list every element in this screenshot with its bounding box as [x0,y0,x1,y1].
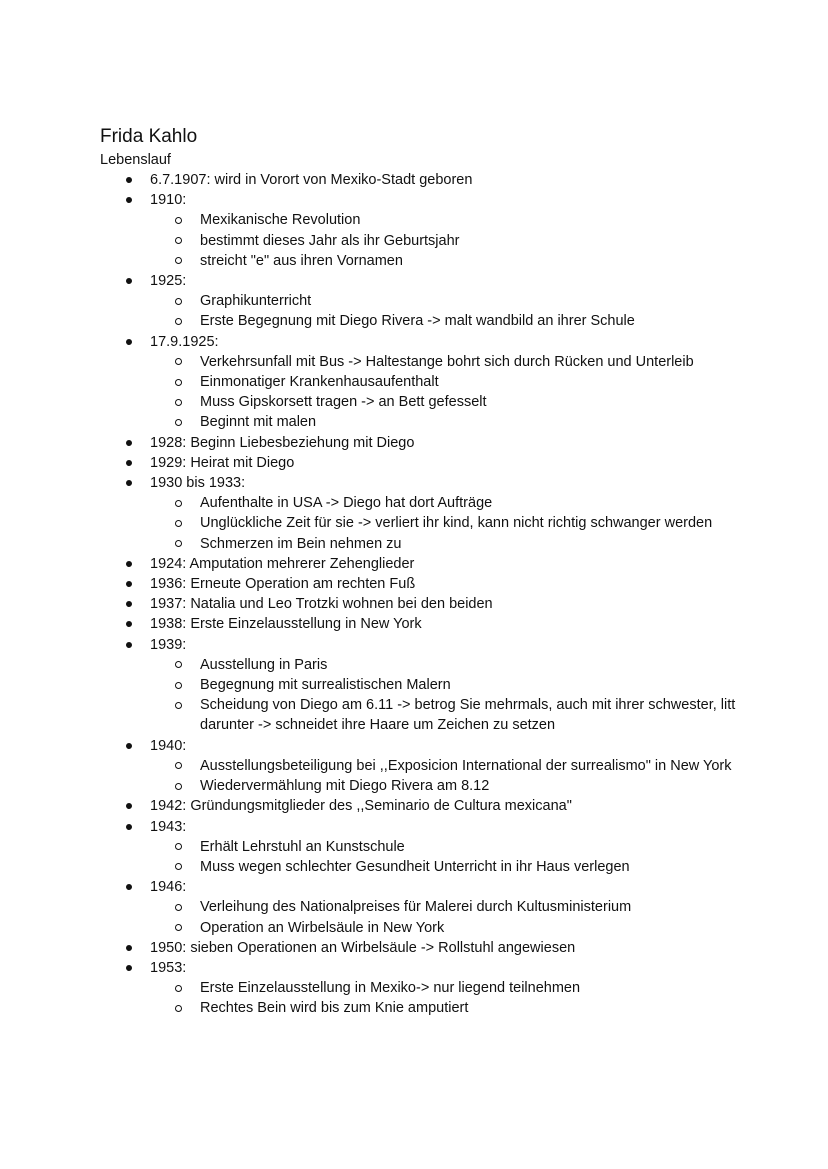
sub-item-text: Operation an Wirbelsäule in New York [200,919,445,936]
sub-item-text: Begegnung mit surrealistischen Malern [200,677,451,694]
bullet-dot-icon [126,460,132,466]
sub-item [150,231,740,251]
sub-item-text: Schmerzen im Bein nehmen zu [200,535,402,552]
bullet-circle-icon [175,358,182,365]
document-subtitle: Lebenslauf [100,152,171,168]
bullet-dot-icon [126,642,132,648]
sub-item-text: Erste Einzelausstellung in Mexiko-> nur liegend teilnehmen [200,980,581,997]
sub-item-text: Erste Begegnung mit Diego Rivera -> malt wandbild an ihrer Schule [200,313,635,330]
bullet-dot-icon [126,339,132,345]
timeline-item [100,453,740,473]
bullet-dot-icon [126,177,132,183]
bullet-dot-icon [126,945,132,951]
bullet-circle-icon [175,863,182,870]
timeline-item [100,817,740,878]
sub-item [150,918,740,938]
sub-item [150,534,740,554]
sub-item-text: Ausstellungsbeteiligung bei ,,Exposicion International der surrealismo" in New York [200,757,732,774]
bullet-circle-icon [175,661,182,668]
sub-item-text: Graphikunterricht [200,293,312,310]
sub-list [150,837,740,877]
sub-item-text: Scheidung von Diego am 6.11 -> betrog Sie mehrmals, auch mit ihrer schwester, litt darunter -> schneidet ihre Haare um Zeichen zu setzen [200,697,736,734]
sub-item [150,392,740,412]
sub-item-text: bestimmt dieses Jahr als ihr Geburtsjahr [200,232,460,249]
bullet-circle-icon [175,540,182,547]
bullet-circle-icon [175,318,182,325]
sub-item [150,210,740,230]
sub-item-text: Aufenthalte in USA -> Diego hat dort Aufträge [200,495,493,512]
timeline-item-text: 1936: Erneute Operation am rechten Fuß [150,576,416,593]
sub-item-text: Muss wegen schlechter Gesundheit Unterricht in ihr Haus verlegen [200,858,630,875]
sub-item-text: Erhält Lehrstuhl an Kunstschule [200,838,405,855]
timeline-item-text: 1943: [150,818,187,835]
timeline-item [100,554,740,574]
bullet-circle-icon [175,520,182,527]
sub-list [150,352,740,433]
timeline-item-text: 1937: Natalia und Leo Trotzki wohnen bei den beiden [150,596,493,613]
sub-item-text: Einmonatiger Krankenhausaufenthalt [200,374,439,391]
sub-item [150,857,740,877]
timeline-item [100,271,740,332]
timeline-item-text: 1953: [150,959,187,976]
sub-list [150,291,740,331]
sub-item [150,291,740,311]
bullet-circle-icon [175,379,182,386]
sub-item [150,513,740,533]
timeline-item [100,473,740,554]
bullet-circle-icon [175,702,182,709]
bullet-dot-icon [126,803,132,809]
timeline-item [100,574,740,594]
sub-list [150,493,740,554]
document-title: Frida Kahlo [100,126,198,147]
sub-list [150,978,740,1018]
sub-list [150,210,740,271]
sub-item [150,372,740,392]
bullet-circle-icon [175,904,182,911]
timeline-item-text: 1940: [150,737,187,754]
timeline-item-text: 1910: [150,192,187,209]
sub-item [150,251,740,271]
bullet-dot-icon [126,197,132,203]
sub-item [150,998,740,1018]
bullet-dot-icon [126,581,132,587]
bullet-circle-icon [175,682,182,689]
bullet-circle-icon [175,1005,182,1012]
sub-item [150,311,740,331]
bullet-circle-icon [175,985,182,992]
bullet-dot-icon [126,621,132,627]
bullet-dot-icon [126,278,132,284]
timeline-item [100,736,740,797]
bullet-circle-icon [175,762,182,769]
timeline-item-text: 1929: Heirat mit Diego [150,454,295,471]
sub-item-text: Unglückliche Zeit für sie -> verliert ihr kind, kann nicht richtig schwanger werden [200,515,713,532]
timeline-item-text: 6.7.1907: wird in Vorort von Mexiko-Stadt geboren [150,172,473,188]
bullet-circle-icon [175,843,182,850]
timeline-item [100,433,740,453]
timeline-item-text: 1928: Beginn Liebesbeziehung mit Diego [150,434,415,451]
bullet-circle-icon [175,783,182,790]
sub-item [150,655,740,675]
sub-item [150,756,740,776]
document-page [100,124,740,1019]
timeline-item-text: 1938: Erste Einzelausstellung in New York [150,616,422,633]
bullet-dot-icon [126,440,132,446]
bullet-circle-icon [175,237,182,244]
sub-item-text: Mexikanische Revolution [200,212,361,229]
timeline-item [100,938,740,958]
timeline-item [100,877,740,938]
timeline-item-text: 1925: [150,273,187,290]
timeline-item [100,796,740,816]
sub-item [150,695,740,735]
sub-item [150,897,740,917]
timeline-item [100,614,740,634]
sub-item [150,776,740,796]
bullet-dot-icon [126,965,132,971]
sub-item [150,493,740,513]
bullet-circle-icon [175,500,182,507]
bullet-dot-icon [126,601,132,607]
timeline-item-text: 1950: sieben Operationen an Wirbelsäule -> Rollstuhl angewiesen [150,939,576,956]
bullet-circle-icon [175,257,182,264]
bullet-circle-icon [175,399,182,406]
bullet-dot-icon [126,480,132,486]
timeline-item-text: 1930 bis 1933: [150,475,246,492]
bullet-dot-icon [126,743,132,749]
sub-list [150,897,740,937]
bullet-circle-icon [175,217,182,224]
sub-item [150,352,740,372]
sub-item-text: Verkehrsunfall mit Bus -> Haltestange bohrt sich durch Rücken und Unterleib [200,353,694,370]
bullet-dot-icon [126,561,132,567]
sub-item [150,412,740,432]
timeline-item-text: 17.9.1925: [150,333,219,350]
bullet-dot-icon [126,824,132,830]
timeline-item [100,190,740,271]
sub-item [150,837,740,857]
timeline-item-text: 1924: Amputation mehrerer Zehenglieder [150,555,415,572]
sub-item-text: Beginnt mit malen [200,414,317,431]
timeline-item [100,958,740,1019]
sub-list [150,756,740,796]
bullet-circle-icon [175,924,182,931]
timeline-item [100,635,740,736]
sub-item-text: Muss Gipskorsett tragen -> an Bett gefesselt [200,394,487,411]
sub-item-text: Wiedervermählung mit Diego Rivera am 8.12 [200,778,490,795]
timeline-item [100,170,740,190]
sub-item-text: Verleihung des Nationalpreises für Malerei durch Kultusministerium [200,899,632,916]
timeline-item-text: 1946: [150,879,187,896]
timeline-item [100,594,740,614]
sub-list [150,655,740,736]
sub-item-text: Rechtes Bein wird bis zum Knie amputiert [200,1000,469,1017]
timeline-item-text: 1942: Gründungsmitglieder des ,,Seminario de Cultura mexicana" [150,798,572,815]
timeline-item-text: 1939: [150,636,187,653]
sub-item [150,978,740,998]
timeline-list [100,170,740,1019]
timeline-item [100,332,740,433]
sub-item [150,675,740,695]
bullet-circle-icon [175,419,182,426]
bullet-dot-icon [126,884,132,890]
sub-item-text: streicht "e" aus ihren Vornamen [200,252,403,269]
bullet-circle-icon [175,298,182,305]
sub-item-text: Ausstellung in Paris [200,656,328,673]
